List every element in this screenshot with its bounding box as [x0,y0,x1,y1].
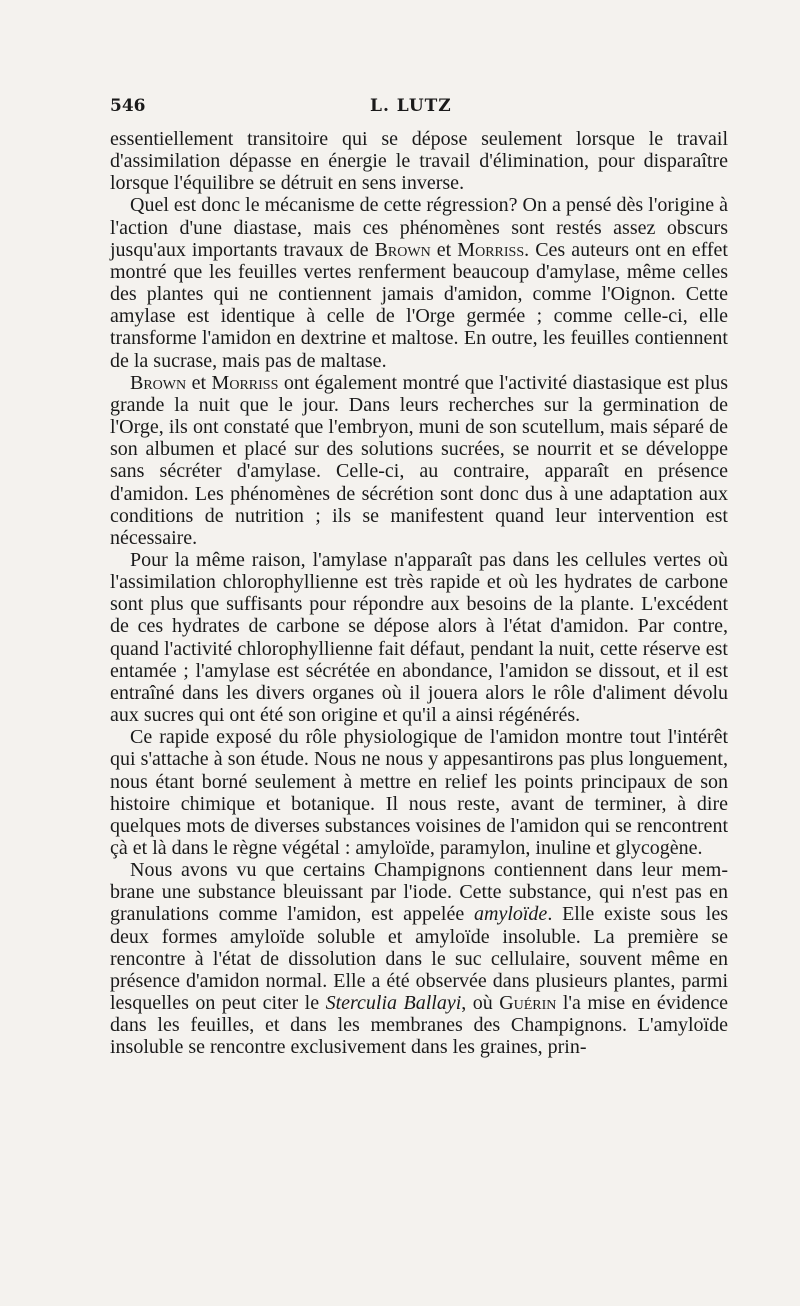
running-head: L. LUTZ [370,96,452,116]
paragraph-3 [110,372,728,549]
text-run: Nous avons vu que certains Champignons contiennent dans leur membrane une substance bleuissant par l'iode. Cette substance, qui n'est pas en granulations comme l'amidon, est appelée [110,859,728,926]
paragraph-6 [110,859,728,1058]
author-name: Morriss [457,238,525,261]
author-name: Brown [374,238,431,261]
text-run: essentiellement transitoire qui se dépose seulement lorsque le travail d'assimilation dépasse en énergie le travail d'élimination, pour disparaître lorsque l'équilibre se détruit en sens inverse. [110,128,728,195]
paragraph-2 [110,194,728,371]
text-run: . Elle existe sous les deux formes amyloïde soluble et amyloïde insoluble. La première se rencontre à l'état de dissolution dans le suc cellulaire, souvent même en présence d'amidon normal. Elle a été observée dans plusieurs plantes, parmi lesquelles on peut citer le [110,903,729,1015]
author-name: Guérin [499,992,557,1015]
text-run: l'a mise en évidence dans les feuilles, et dans les membranes des Champignons. L'amyloïde insoluble se rencontre exclusivement dans les graines, prin- [110,992,728,1059]
author-name: Brown [130,371,187,394]
text-run: , où [461,992,500,1015]
text-run: Ce rapide exposé du rôle physiologique de l'amidon montre tout l'intérêt qui s'attache à son étude. Nous ne nous y appesantirons pas plus longuement, nous étant borné seulement à mettre en relief les points principaux de son histoire chimique et botanique. Il nous reste, avant de terminer, à dire quelques mots de diverses substances voisines de l'amidon qui se rencontrent çà et là dans le règne végétal : amyloïde, paramylon, inuline et glycogène. [110,726,728,859]
text-run: et [186,371,212,394]
body-text [110,128,728,1059]
text-run: . Ces auteurs ont en effet montré que les feuilles vertes renferment beaucoup d'amylase, même celles des plantes qui ne contiennent jamais d'amidon, comme l'Oignon. Cette amylase est identique à celle de l'Orge germée ; comme celle-ci, elle transforme l'amidon en dextrine et maltose. En outre, les feuilles contiennent de la sucrase, mais pas de maltase. [110,238,728,372]
term-italic: amyloïde [474,903,548,926]
page-number: 546 [110,96,146,116]
text-run: et [430,238,458,261]
text-run: Pour la même raison, l'amylase n'apparaît pas dans les cellules vertes où l'assimilation chlorophyllienne est très rapide et où les hydrates de carbone sont plus que suffisants pour répondre aux besoins de la plante. L'excédent de ces hydrates de carbone se dépose alors à l'état d'amidon. Par contre, quand l'activité chlorophyllienne fait défaut, pendant la nuit, cette réserve est entamée ; l'amylase est sécrétée en abondance, l'amidon se dissout, et il est entraîné dans les divers organes où il jouera alors le rôle d'aliment dévolu aux sucres qui ont été son origine et qu'il a ainsi régénérés. [110,548,728,727]
page-header [110,96,728,126]
author-name: Morriss [211,371,279,394]
paragraph-4 [110,549,728,726]
species-name: Sterculia Ballayi [325,992,462,1015]
text-run: Quel est donc le mécanisme de cette régression? On a pensé dès l'origine à l'action d'une diastase, mais ces phénomènes sont restés assez obscurs jusqu'aux importants travaux de [110,194,728,261]
paragraph-5 [110,726,728,859]
paragraph-1 [110,128,728,194]
text-run: ont également montré que l'activité diastasique est plus grande la nuit que le jour. Dans leurs recherches sur la germination de l'Orge, ils ont constaté que l'embryon, muni de son scutellum, mais séparé de son albumen et placé sur des solutions sucrées, se nourrit et se développe sans sécréter d'amylase. Celle-ci, au contraire, apparaît en présence d'amidon. Les phénomènes de sécrétion sont donc dus à une adaptation aux conditions de nutrition ; ils se manifestent quand leur intervention est nécessaire. [110,371,728,549]
